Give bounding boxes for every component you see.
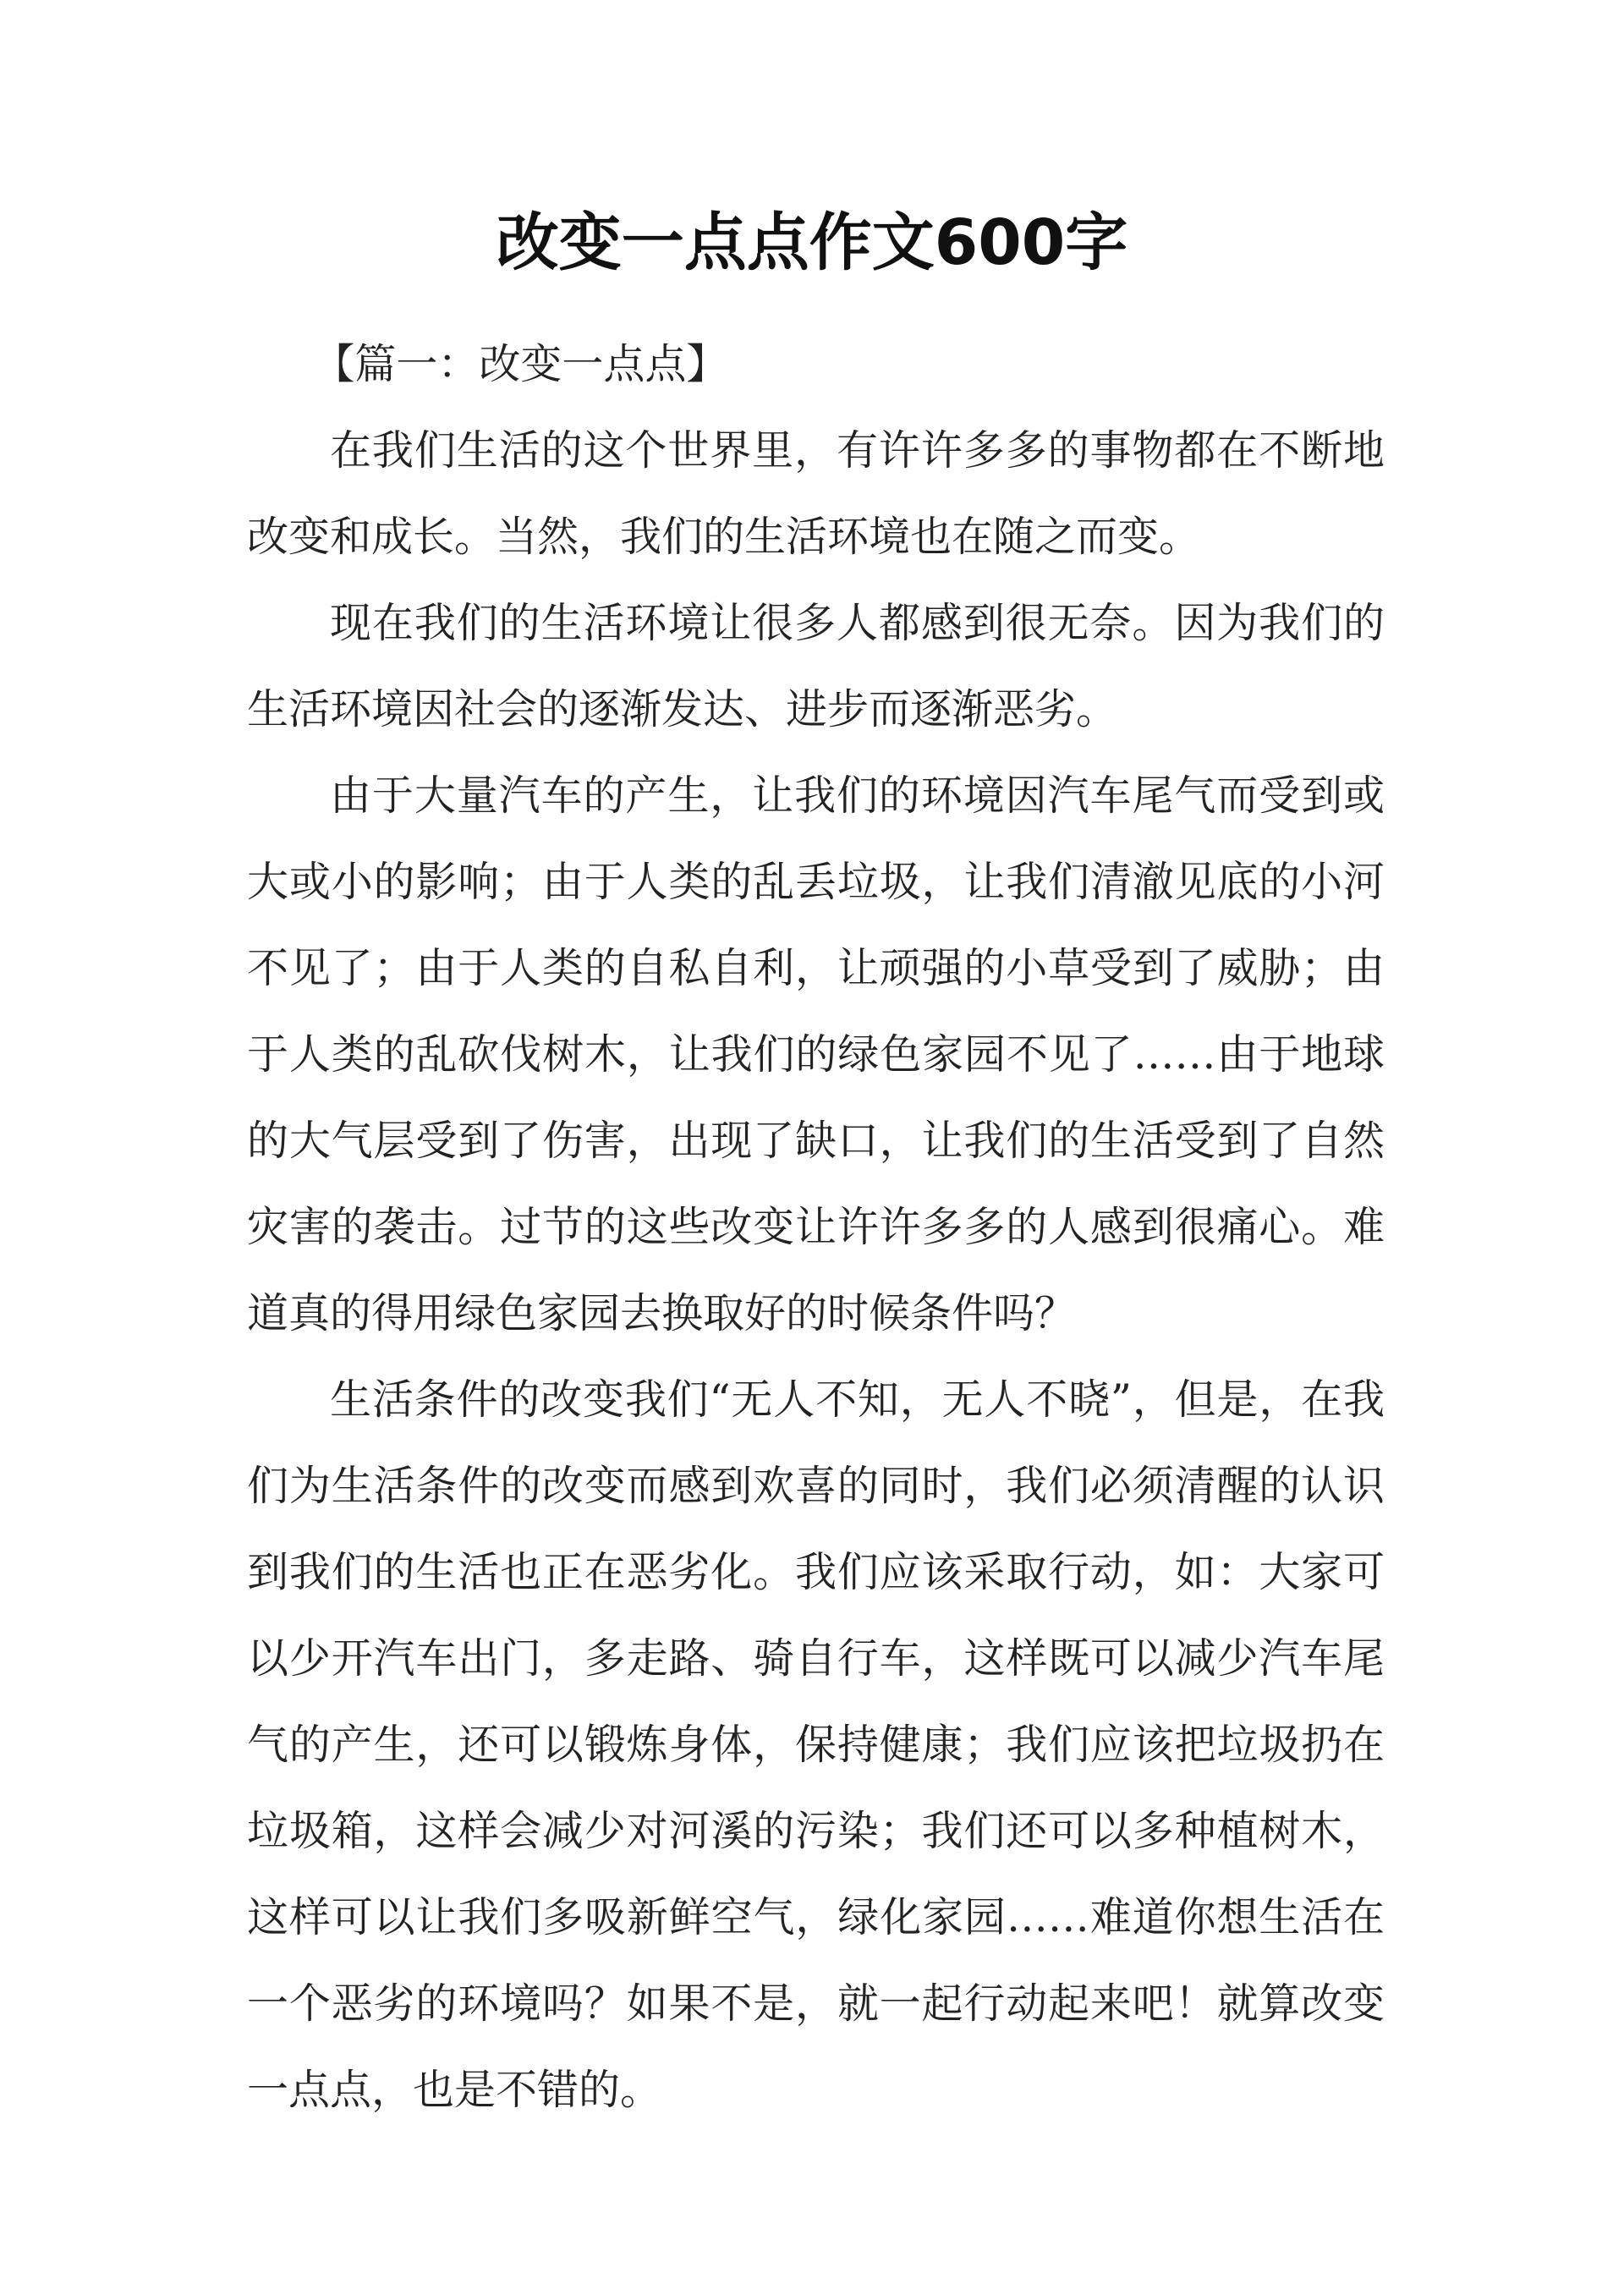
paragraph: 由于大量汽车的产生，让我们的环境因汽车尾气而受到或大或小的影响；由于人类的乱丢垃圾，让我们清澈见底的小河不见了；由于人类的自私自利，让顽强的小草受到了威胁；由于人类的乱砍伐树木，让我们的绿色家园不见了……由于地球的大气层受到了伤害，出现了缺口，让我们的生活受到了自然灾害的袭击。过节的这些改变让许许多多的人感到很痛心。难道真的得用绿色家园去换取好的时候条件吗？ (247, 771, 1385, 1337)
paragraph: 在我们生活的这个世界里，有许许多多的事物都在不断地改变和成长。当然，我们的生活环境也在随之而变。 (247, 426, 1385, 561)
paragraph: 现在我们的生活环境让很多人都感到很无奈。因为我们的生活环境因社会的逐渐发达、进步而逐渐恶劣。 (247, 599, 1385, 733)
document-body (247, 321, 1385, 2133)
section-heading: 【篇一：改变一点点】 (313, 340, 728, 388)
paragraph: 生活条件的改变我们“无人不知，无人不晓”，但是，在我们为生活条件的改变而感到欢喜的同时，我们必须清醒的认识到我们的生活也正在恶劣化。我们应该采取行动，如：大家可以少开汽车出门，多走路、骑自行车，这样既可以减少汽车尾气的产生，还可以锻炼身体，保持健康；我们应该把垃圾扔在垃圾箱，这样会减少对河溪的污染；我们还可以多种植树木，这样可以让我们多吸新鲜空气，绿化家园……难道你想生活在一个恶劣的环境吗？如果不是，就一起行动起来吧！就算改变一点点，也是不错的。 (247, 1375, 1385, 2114)
document-title: 改变一点点作文600字 (496, 206, 1128, 279)
